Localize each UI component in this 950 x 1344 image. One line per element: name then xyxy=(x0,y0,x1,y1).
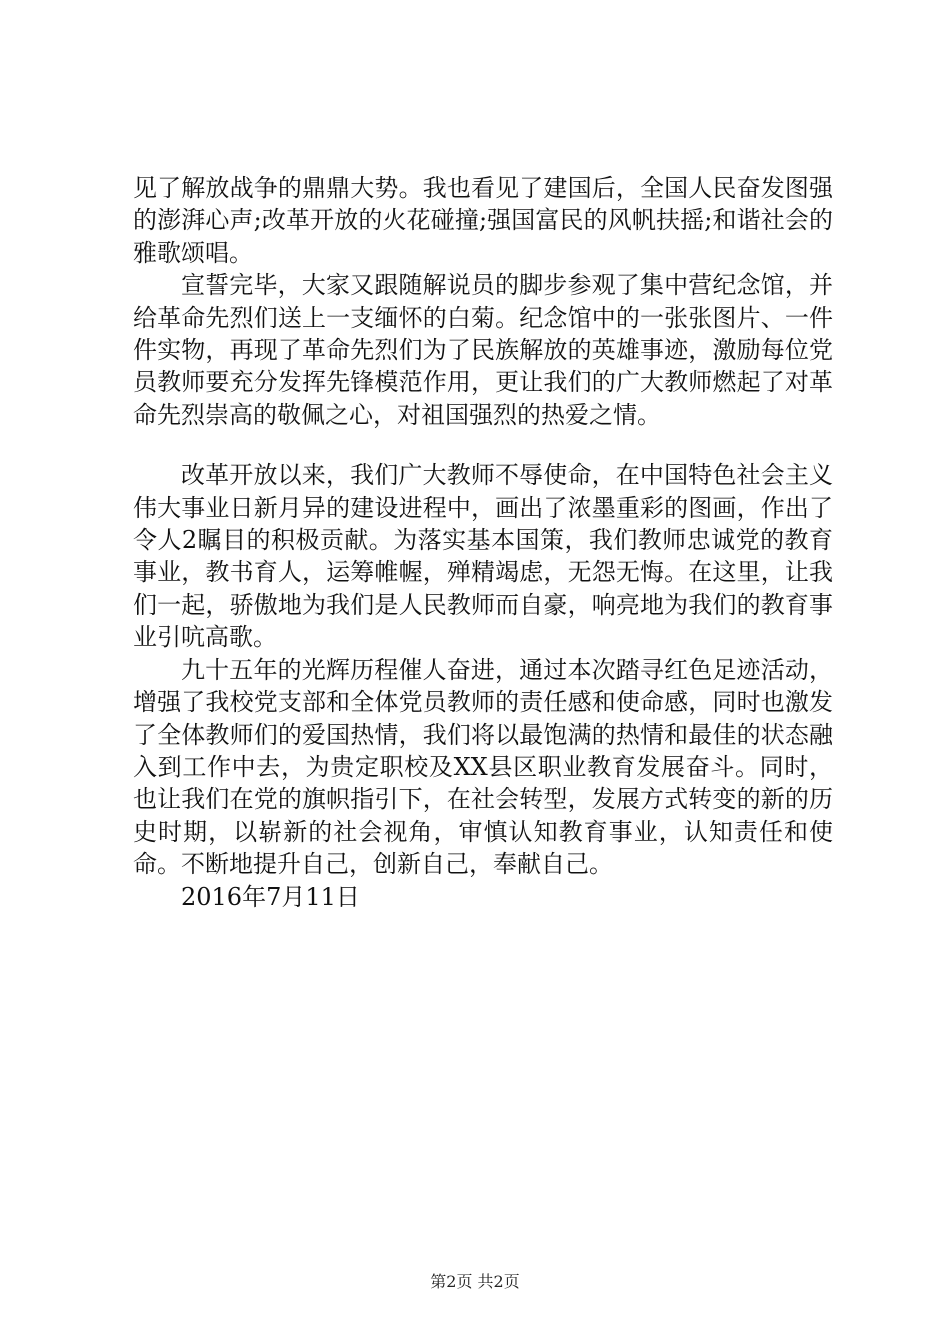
paragraph-4: 九十五年的光辉历程催人奋进，通过本次踏寻红色足迹活动，增强了我校党支部和全体党员教师的责任感和使命感，同时也激发了全体教师们的爱国热情，我们将以最饱满的热情和最佳的状态融入到工作中去，为贵定职校及XX县区职业教育发展奋斗。同时，也让我们在党的旗帜指引下，在社会转型，发展方式转变的新的历史时期，以崭新的社会视角，审慎认知教育事业，认知责任和使命。不断地提升自己，创新自己，奉献自己。 xyxy=(133,655,833,879)
document-body xyxy=(133,172,833,913)
page-footer: 第2页 共2页 xyxy=(430,1272,520,1291)
paragraph-spacer xyxy=(133,431,833,459)
paragraph-1: 见了解放战争的鼎鼎大势。我也看见了建国后，全国人民奋发图强的澎湃心声;改革开放的火花碰撞;强国富民的风帆扶摇;和谐社会的雅歌颂唱。 xyxy=(133,174,833,267)
paragraph-3: 改革开放以来，我们广大教师不辱使命，在中国特色社会主义伟大事业日新月异的建设进程中，画出了浓墨重彩的图画，作出了令人2瞩目的积极贡献。为落实基本国策，我们教师忠诚党的教育事业，教书育人，运筹帷幄，殚精竭虑，无怨无悔。在这里，让我们一起，骄傲地为我们是人民教师而自豪，响亮地为我们的教育事业引吭高歌。 xyxy=(133,461,833,652)
paragraph-2: 宣誓完毕，大家又跟随解说员的脚步参观了集中营纪念馆，并给革命先烈们送上一支缅怀的白菊。纪念馆中的一张张图片、一件件实物，再现了革命先烈们为了民族解放的英雄事迹，激励每位党员教师要充分发挥先锋模范作用，更让我们的广大教师燃起了对革命先烈崇高的敬佩之心，对祖国强烈的热爱之情。 xyxy=(133,271,833,429)
document-date: 2016年7月11日 xyxy=(181,882,360,911)
